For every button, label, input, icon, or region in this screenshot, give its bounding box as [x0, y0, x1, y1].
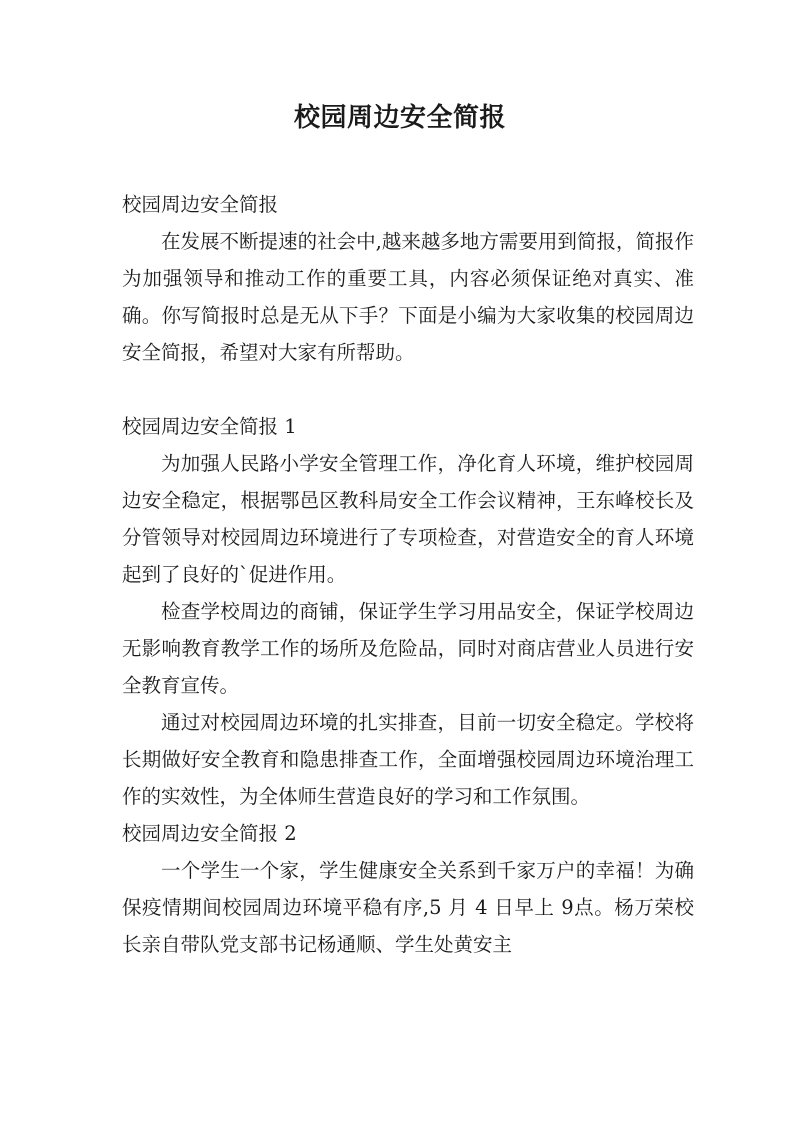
intro-heading: 校园周边安全简报 [122, 193, 279, 216]
section-1-paragraph-1: 为加强人民路小学安全管理工作，净化育人环境，维护校园周边安全稳定，根据鄂邑区教科局安全工作会议精神，王东峰校长及分管领导对校园周边环境进行了专项检查，对营造安全的育人环境起到了良好的`促进作用。 [122, 452, 694, 586]
section-1-paragraph-2: 检查学校周边的商铺，保证学生学习用品安全，保证学校周边无影响教育教学工作的场所及危险品，同时对商店营业人员进行安全教育宣传。 [122, 600, 694, 697]
section-1-heading: 校园周边安全简报 1 [122, 415, 297, 438]
document-body [122, 186, 694, 963]
section-1-paragraph-3: 通过对校园周边环境的扎实排查，目前一切安全稳定。学校将长期做好安全教育和隐患排查工作，全面增强校园周边环境治理工作的实效性，为全体师生营造良好的学习和工作氛围。 [122, 711, 694, 808]
intro-paragraph: 在发展不断提速的社会中,越来越多地方需要用到简报，简报作为加强领导和推动工作的重要工具，内容必须保证绝对真实、准确。你写简报时总是无从下手？下面是小编为大家收集的校园周边安全简报，希望对大家有所帮助。 [122, 230, 694, 364]
section-2-heading: 校园周边安全简报 2 [122, 822, 297, 845]
document-title: 校园周边安全简报 [293, 103, 506, 133]
paragraph-spacer [122, 371, 694, 408]
section-2-paragraph-1: 一个学生一个家，学生健康安全关系到千家万户的幸福！为确保疫情期间校园周边环境平稳有序,5 月 4 日早上 9点。杨万荣校长亲自带队党支部书记杨通顺、学生处黄安主 [122, 859, 694, 956]
